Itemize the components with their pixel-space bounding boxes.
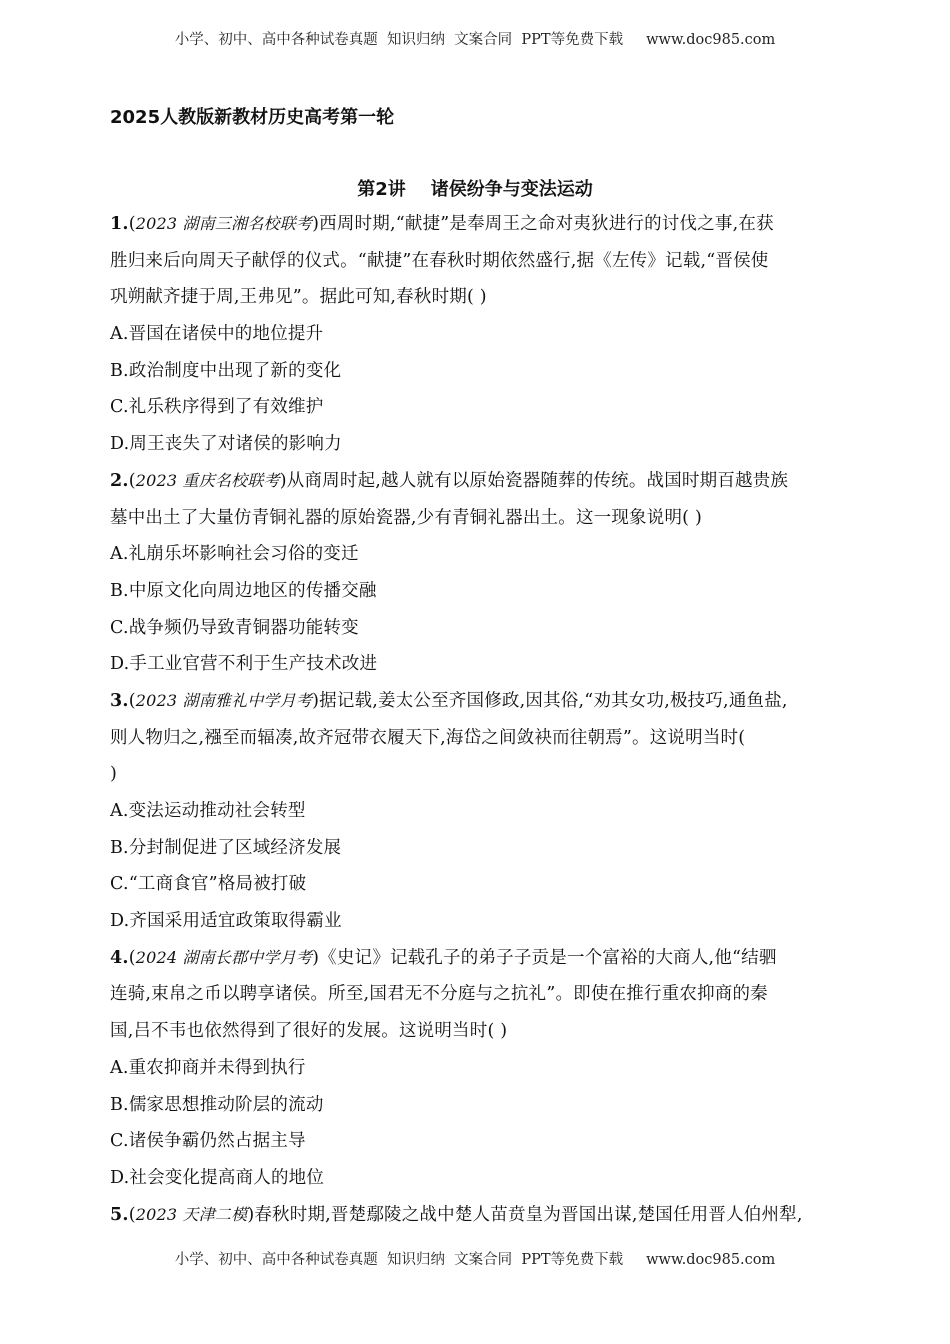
- stem-text: 从商周时起,越人就有以原始瓷器随葬的传统。战国时期百越贵族: [286, 470, 789, 491]
- stem-text: ): [110, 764, 118, 785]
- question-source: 2023 重庆名校联考: [135, 470, 280, 490]
- answer-option: A.重农抑商并未得到执行: [110, 1057, 306, 1078]
- stem-text: 则人物归之,襁至而辐凑,故齐冠带衣履天下,海岱之间敛袂而往朝焉”。这说明当时(: [110, 727, 746, 748]
- source-paren: ): [312, 690, 320, 711]
- question-source: 2023 湖南雅礼中学月考: [135, 690, 313, 710]
- question-number-dot: .: [122, 214, 129, 234]
- stem-text: 巩朔献齐捷于周,王弗见”。据此可知,春秋时期( ): [110, 287, 487, 308]
- page-footer: 小学、初中、高中各种试卷真题 知识归纳 文案合同 PPT等免费下载 www.doc985.com: [174, 1252, 776, 1268]
- answer-option: C.战争频仍导致青铜器功能转变: [110, 617, 359, 638]
- question-number: 1: [110, 214, 123, 234]
- question-stem-line: [110, 243, 850, 280]
- answer-option: C.诸侯争霸仍然占据主导: [110, 1131, 306, 1152]
- stem-text: 据记载,姜太公至齐国修政,因其俗,“劝其女功,极技巧,通鱼盐,: [319, 690, 788, 711]
- question-stem-line: [110, 1197, 850, 1234]
- source-paren: (: [128, 1204, 136, 1225]
- question-number: 3: [110, 690, 123, 711]
- source-paren: ): [312, 947, 320, 968]
- answer-option: B.政治制度中出现了新的变化: [110, 360, 342, 381]
- stem-text: 《史记》记载孔子的弟子子贡是一个富裕的大商人,他“结驷: [319, 947, 777, 968]
- question-stem-line: [110, 279, 850, 316]
- source-paren: ): [312, 214, 320, 234]
- answer-option: B.中原文化向周边地区的传播交融: [110, 580, 377, 601]
- question-number-dot: .: [122, 690, 129, 711]
- answer-option: D.手工业官营不利于生产技术改进: [110, 654, 378, 675]
- source-paren: (: [128, 690, 136, 711]
- question-stem-line: [110, 756, 850, 793]
- question-source: 2023 湖南三湘名校联考: [135, 214, 313, 233]
- page-header: 小学、初中、高中各种试卷真题 知识归纳 文案合同 PPT等免费下载 www.doc985.com: [174, 32, 776, 48]
- answer-option: C.礼乐秩序得到了有效维护: [110, 397, 324, 418]
- source-paren: ): [247, 1204, 255, 1225]
- source-paren: (: [128, 470, 136, 491]
- question-number: 2: [110, 470, 123, 491]
- question-3: [110, 683, 850, 940]
- answer-option: D.社会变化提高商人的地位: [110, 1167, 325, 1188]
- question-stem-line: [110, 940, 850, 977]
- question-number: 4: [110, 947, 123, 968]
- answer-option: A.变法运动推动社会转型: [110, 801, 306, 821]
- question-number-dot: .: [122, 470, 129, 491]
- question-number-dot: .: [122, 1204, 129, 1225]
- answer-option: B.分封制促进了区域经济发展: [110, 837, 342, 858]
- answer-option: A.礼崩乐坏影响社会习俗的变迁: [110, 544, 359, 565]
- question-stem-line: [110, 683, 850, 720]
- lecture-title: 第2讲 诸侯纷争与变法运动: [357, 179, 593, 200]
- answer-option: D.周王丧失了对诸侯的影响力: [110, 434, 342, 455]
- question-source: 2023 天津二模: [135, 1204, 248, 1224]
- answer-option: A.晋国在诸侯中的地位提升: [110, 324, 324, 345]
- stem-text: 胜归来后向周天子献俘的仪式。“献捷”在春秋时期依然盛行,据《左传》记载,“晋侯使: [110, 250, 769, 271]
- question-stem-line: [110, 720, 850, 757]
- question-stem-line: [110, 206, 850, 243]
- answer-option: C.“工商食官”格局被打破: [110, 874, 307, 895]
- question-2: [110, 463, 850, 683]
- source-paren: (: [128, 214, 136, 234]
- source-paren: (: [128, 947, 136, 968]
- question-stem-line: [110, 500, 850, 537]
- source-paren: ): [279, 470, 287, 491]
- stem-text: 墓中出土了大量仿青铜礼器的原始瓷器,少有青铜礼器出土。这一现象说明( ): [110, 507, 702, 528]
- stem-text: 西周时期,“献捷”是奉周王之命对夷狄进行的讨伐之事,在获: [319, 214, 774, 234]
- question-stem-line: [110, 1013, 850, 1050]
- question-number-dot: .: [122, 947, 129, 968]
- question-4: [110, 940, 850, 1197]
- document-title: 2025人教版新教材历史高考第一轮: [110, 107, 395, 128]
- question-stem-line: [110, 463, 850, 500]
- question-number: 5: [110, 1204, 123, 1225]
- question-1: [110, 206, 850, 463]
- stem-text: 连骑,束帛之币以聘享诸侯。所至,国君无不分庭与之抗礼”。即使在推行重农抑商的秦: [110, 984, 768, 1005]
- stem-text: 国,吕不韦也依然得到了很好的发展。这说明当时( ): [110, 1021, 508, 1042]
- question-stem-line: [110, 976, 850, 1013]
- stem-text: 春秋时期,晋楚鄢陵之战中楚人苗贲皇为晋国出谋,楚国任用晋人伯州犁,: [254, 1204, 803, 1225]
- question-5: [110, 1197, 850, 1234]
- question-list: [110, 206, 850, 1233]
- question-source: 2024 湖南长郡中学月考: [135, 947, 313, 967]
- answer-option: B.儒家思想推动阶层的流动: [110, 1094, 324, 1115]
- answer-option: D.齐国采用适宜政策取得霸业: [110, 911, 342, 932]
